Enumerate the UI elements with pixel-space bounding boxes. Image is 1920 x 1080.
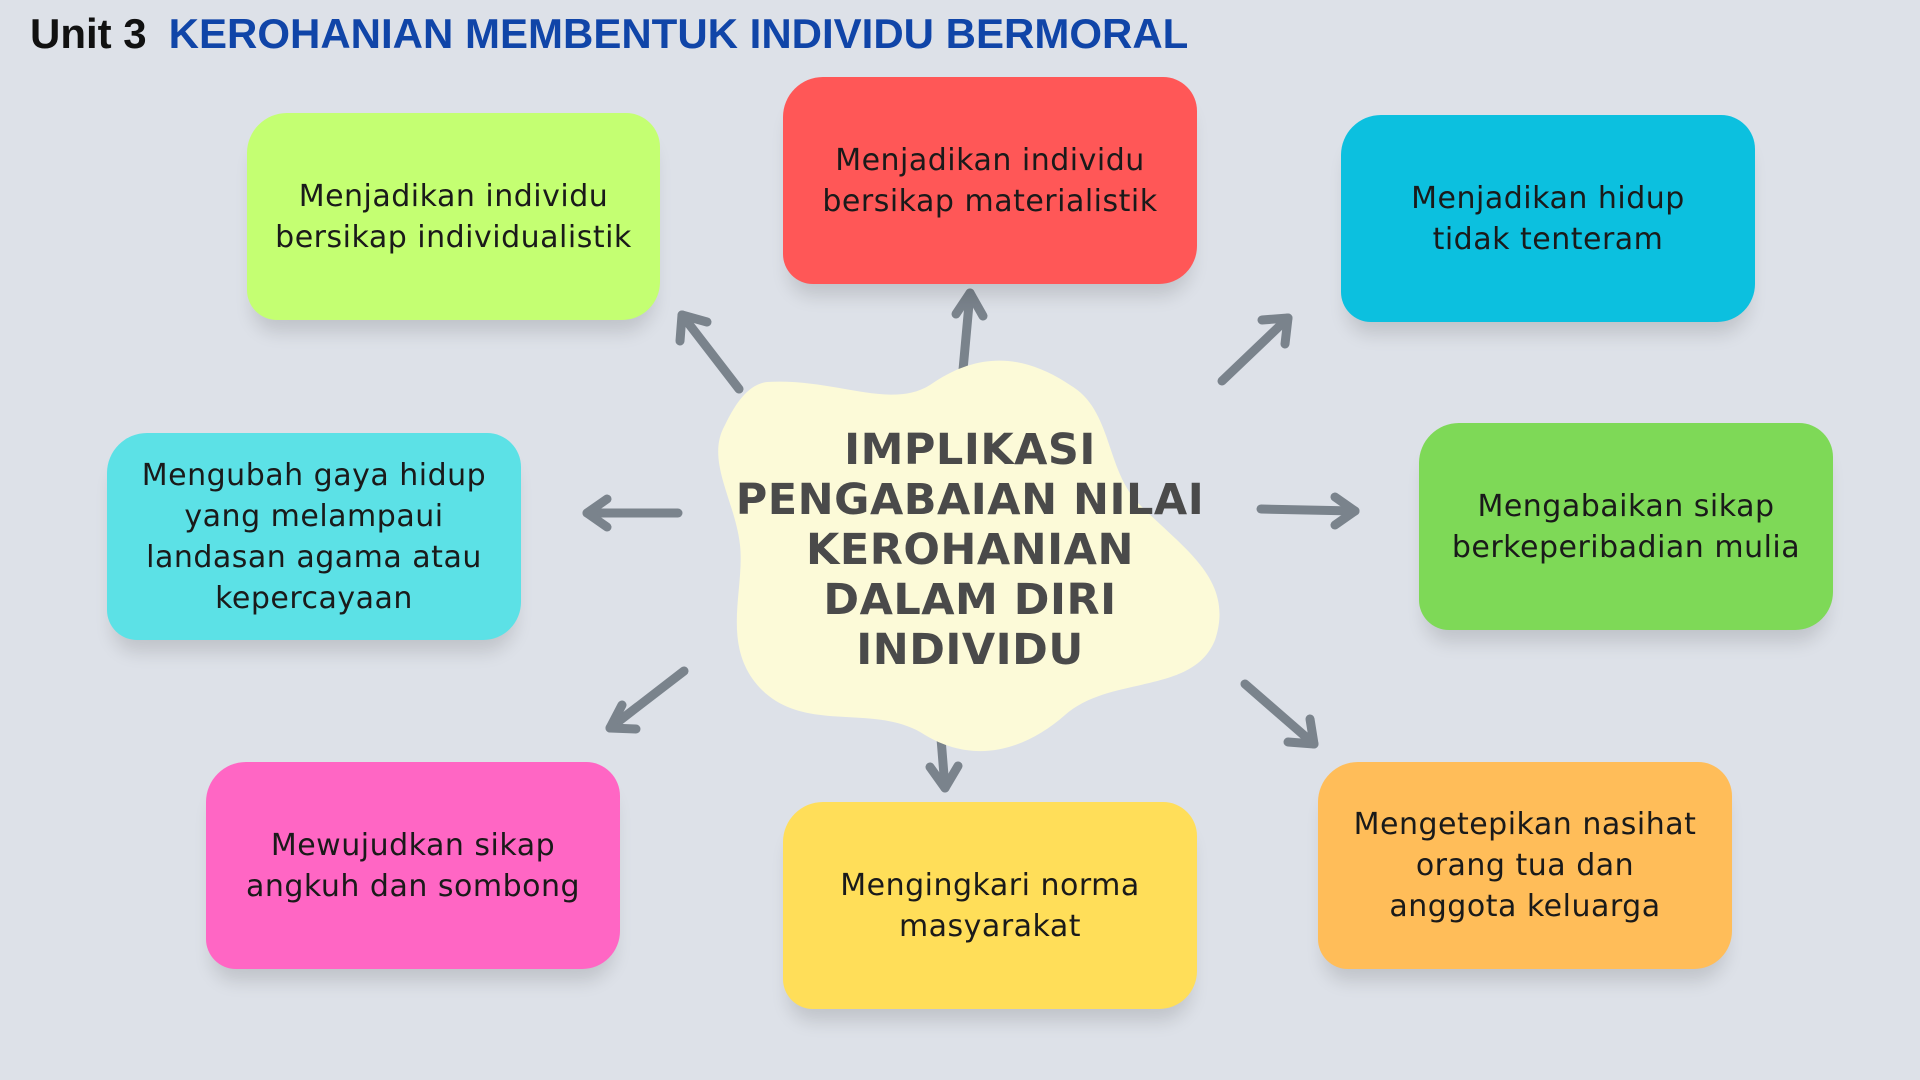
card-norma-masyarakat [783, 802, 1197, 1009]
card-line: landasan agama atau [146, 539, 482, 575]
card-text [275, 176, 632, 258]
card-materialistik [783, 77, 1197, 284]
center-line: KEROHANIAN [806, 525, 1134, 575]
arrow-to-card-4 [587, 499, 678, 527]
card-angkuh-sombong [206, 762, 620, 969]
center-line: INDIVIDU [856, 625, 1084, 675]
card-line: Mengubah gaya hidup [141, 457, 487, 493]
unit-title: KEROHANIAN MEMBENTUK INDIVIDU BERMORAL [168, 10, 1189, 57]
card-individualistik [247, 113, 660, 320]
arrow-to-card-6 [610, 671, 684, 729]
card-line: orang tua dan [1415, 848, 1635, 883]
arrow-to-card-8 [1245, 684, 1314, 744]
card-keperibadian-mulia [1419, 423, 1833, 630]
card-text [1452, 486, 1800, 568]
card-line: Mengetepikan nasihat [1353, 807, 1697, 842]
card-tidak-tenteram [1341, 115, 1755, 322]
arrow-to-card-5 [1261, 497, 1355, 525]
card-line: masyarakat [898, 908, 1082, 944]
card-line: anggota keluarga [1389, 889, 1661, 924]
card-text [840, 865, 1140, 947]
card-line: Mewujudkan sikap [270, 827, 556, 863]
card-line: Menjadikan individu [835, 142, 1145, 178]
card-text [1411, 178, 1685, 260]
card-line: Menjadikan individu [298, 178, 609, 214]
center-line: IMPLIKASI [844, 425, 1096, 475]
center-line: DALAM DIRI [823, 575, 1117, 625]
card-gaya-hidup [107, 433, 521, 640]
card-line: kepercayaan [215, 580, 413, 616]
center-line: PENGABAIAN NILAI [735, 475, 1205, 525]
center-topic [735, 425, 1205, 675]
card-line: Menjadikan hidup [1411, 180, 1685, 216]
card-nasihat-keluarga [1318, 762, 1732, 969]
card-line: Mengabaikan sikap [1477, 488, 1775, 524]
card-line: yang melampaui [184, 498, 444, 534]
card-line: bersikap materialistik [822, 183, 1158, 219]
card-line: tidak tenteram [1432, 221, 1664, 257]
card-text [822, 140, 1157, 222]
card-line: angkuh dan sombong [245, 868, 581, 904]
card-line: Mengingkari norma [840, 867, 1140, 903]
card-text [246, 825, 580, 907]
card-line: bersikap individualistik [275, 219, 632, 255]
card-text [142, 455, 486, 619]
card-text [1354, 804, 1697, 927]
unit-label: Unit 3 [30, 10, 147, 57]
card-line: berkeperibadian mulia [1451, 529, 1801, 565]
arrow-to-card-3 [1222, 318, 1288, 381]
